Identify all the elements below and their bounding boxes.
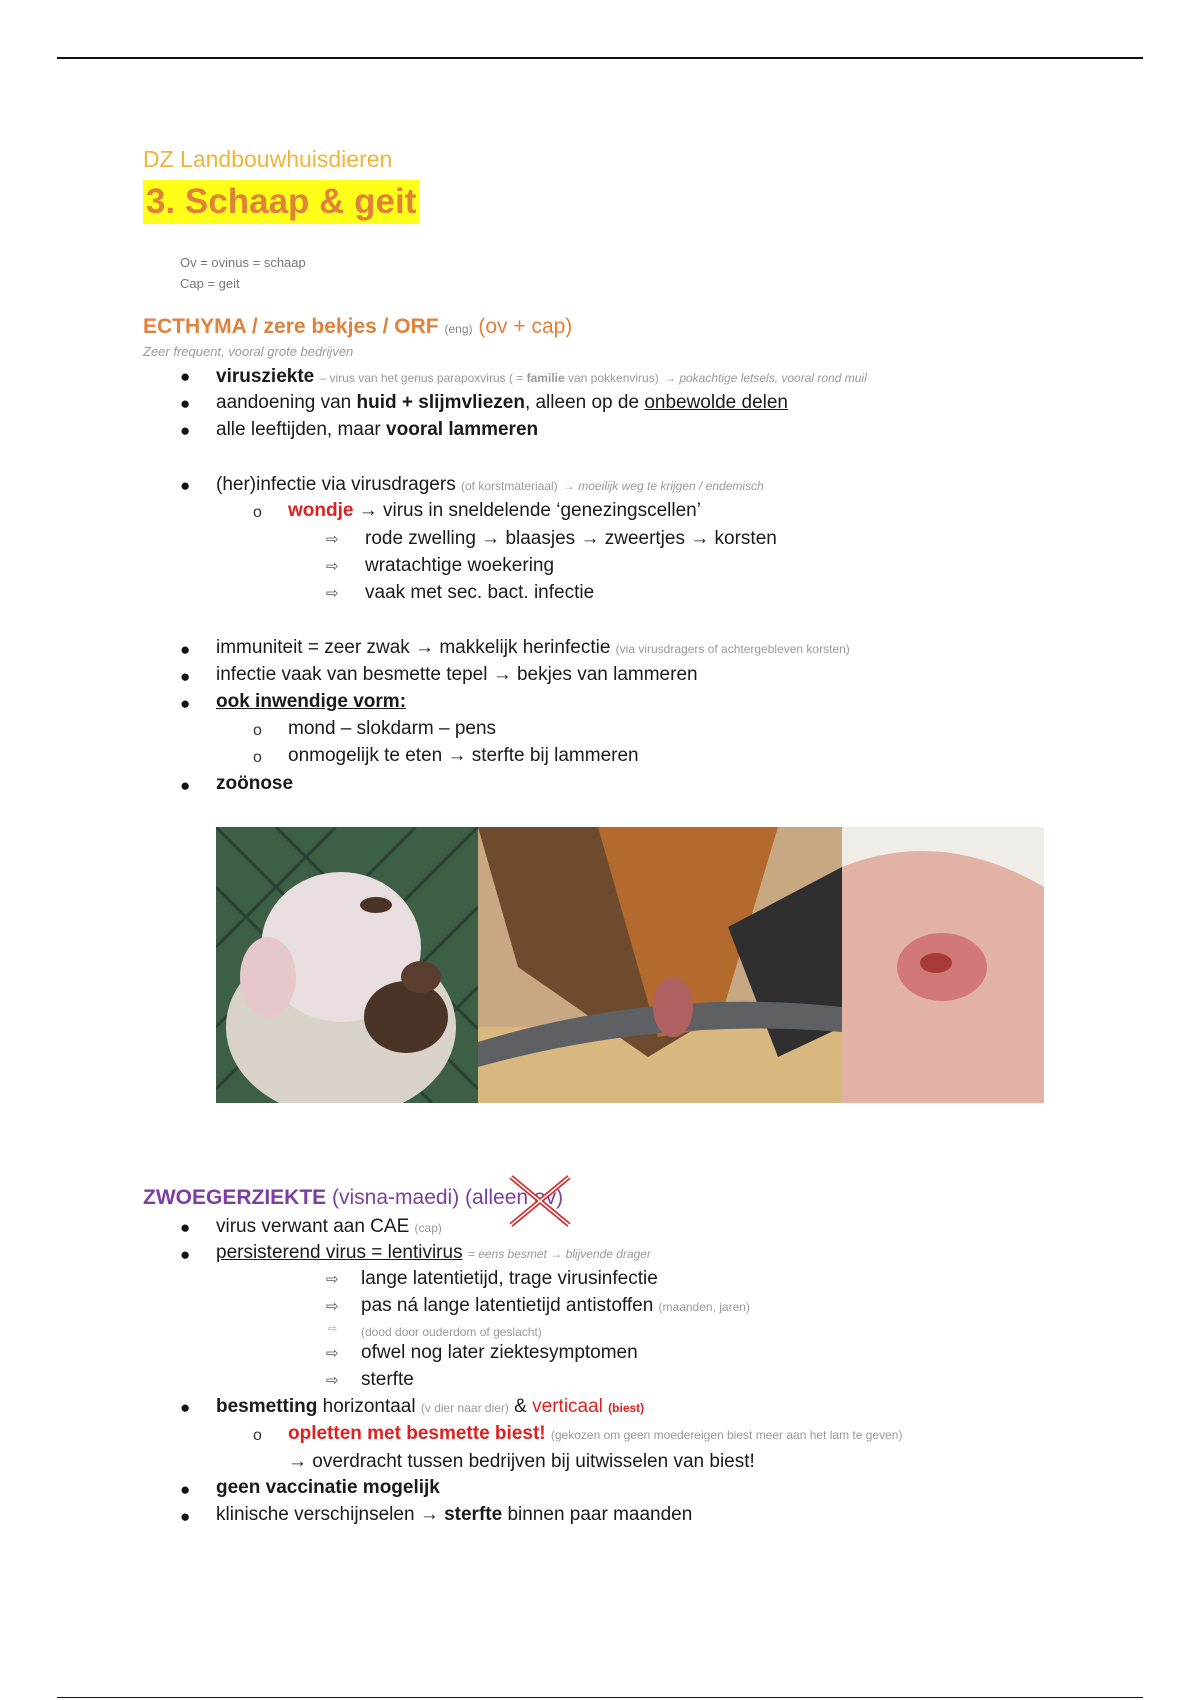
list-item: persisterend virus = lentivirus = eens besmet → blijvende drager <box>216 1242 651 1263</box>
bullet: ● <box>180 1245 191 1264</box>
arrow-icon: ⇨ <box>326 1345 339 1362</box>
list-item: pas ná lange latentietijd antistoffen (maanden, jaren) <box>361 1295 750 1316</box>
ecthyma-heading: ECTHYMA / zere bekjes / ORF (eng) (ov + cap) <box>143 315 573 338</box>
list-item: alle leeftijden, maar vooral lammeren <box>216 419 539 440</box>
bullet: ● <box>180 476 191 495</box>
arrow-icon: ⇨ <box>326 1298 339 1315</box>
arrow-icon: ⇨ <box>328 1323 338 1335</box>
list-item: zoönose <box>216 773 294 794</box>
list-item: (her)infectie via virusdragers (of korstmateriaal) → moeilijk weg te krijgen / endemisch <box>216 474 764 495</box>
list-item: besmetting horizontaal (v dier naar dier) & verticaal (biest) <box>216 1396 645 1417</box>
list-item: klinische verschijnselen → sterfte binnen paar maanden <box>216 1504 693 1525</box>
cross-out-icon <box>506 1172 574 1230</box>
list-item: sterfte <box>361 1369 414 1390</box>
abbr-line-cap: Cap = geit <box>180 276 240 291</box>
photo-hand <box>842 827 1044 1103</box>
bullet: ● <box>180 1398 191 1417</box>
subject-title: DZ Landbouwhuisdieren <box>143 146 393 172</box>
bullet: ● <box>180 667 191 686</box>
photo-goat <box>478 827 842 1103</box>
photo-lamb <box>216 827 478 1103</box>
bullet: ● <box>180 776 191 795</box>
bullet: ● <box>180 1480 191 1499</box>
arrow-icon: ⇨ <box>326 531 339 548</box>
sub-bullet: o <box>253 722 262 739</box>
list-item: infectie vaak van besmette tepel → bekjes van lammeren <box>216 664 698 685</box>
list-item: virusziekte – virus van het genus parapoxvirus ( = familie van pokkenvirus) → pokachtige letsels, vooral rond muil <box>216 366 867 387</box>
arrow-icon: ⇨ <box>326 1372 339 1389</box>
list-item: lange latentietijd, trage virusinfectie <box>361 1268 658 1289</box>
sub-bullet: o <box>253 749 262 766</box>
arrow-icon: ⇨ <box>326 585 339 602</box>
bullet: ● <box>180 421 191 440</box>
list-item: vaak met sec. bact. infectie <box>365 582 595 603</box>
list-item: ofwel nog later ziektesymptomen <box>361 1342 638 1363</box>
list-item: opletten met besmette biest! (gekozen om geen moedereigen biest meer aan het lam te geven) <box>288 1423 903 1444</box>
sub-bullet: o <box>253 1427 262 1444</box>
list-item: geen vaccinatie mogelijk <box>216 1477 440 1498</box>
zwoeg-heading: ZWOEGERZIEKTE (visna-maedi) (alleen ov) <box>143 1186 564 1209</box>
list-item: → overdracht tussen bedrijven bij uitwisselen van biest! <box>288 1451 755 1472</box>
list-item: ook inwendige vorm: <box>216 691 407 712</box>
bullet: ● <box>180 1218 191 1237</box>
arrow-icon: ⇨ <box>326 558 339 575</box>
bullet: ● <box>180 640 191 659</box>
photo-strip <box>216 827 1044 1103</box>
sub-bullet: o <box>253 504 262 521</box>
list-item: rode zwelling → blaasjes → zweertjes → korsten <box>365 528 777 549</box>
list-item: (dood door ouderdom of geslacht) <box>361 1325 542 1339</box>
list-item: onmogelijk te eten → sterfte bij lammeren <box>288 745 639 766</box>
bullet: ● <box>180 394 191 413</box>
list-item: wratachtige woekering <box>365 555 555 576</box>
list-item: aandoening van huid + slijmvliezen, alleen op de onbewolde delen <box>216 392 788 413</box>
abbr-line-ov: Ov = ovinus = schaap <box>180 255 306 270</box>
ecthyma-note: Zeer frequent, vooral grote bedrijven <box>143 344 354 359</box>
list-item: immuniteit = zeer zwak → makkelijk herinfectie (via virusdragers of achtergebleven korsten) <box>216 637 850 658</box>
bullet: ● <box>180 367 191 386</box>
list-item: virus verwant aan CAE (cap) <box>216 1216 442 1237</box>
list-item: wondje → virus in sneldelende ‘genezingscellen’ <box>288 500 701 521</box>
chapter-title: 3. Schaap & geit <box>143 180 419 224</box>
arrow-icon: ⇨ <box>326 1271 339 1288</box>
list-item: mond – slokdarm – pens <box>288 718 497 739</box>
bullet: ● <box>180 694 191 713</box>
bullet: ● <box>180 1507 191 1526</box>
bottom-rule <box>57 1697 1143 1698</box>
top-rule <box>57 57 1143 59</box>
